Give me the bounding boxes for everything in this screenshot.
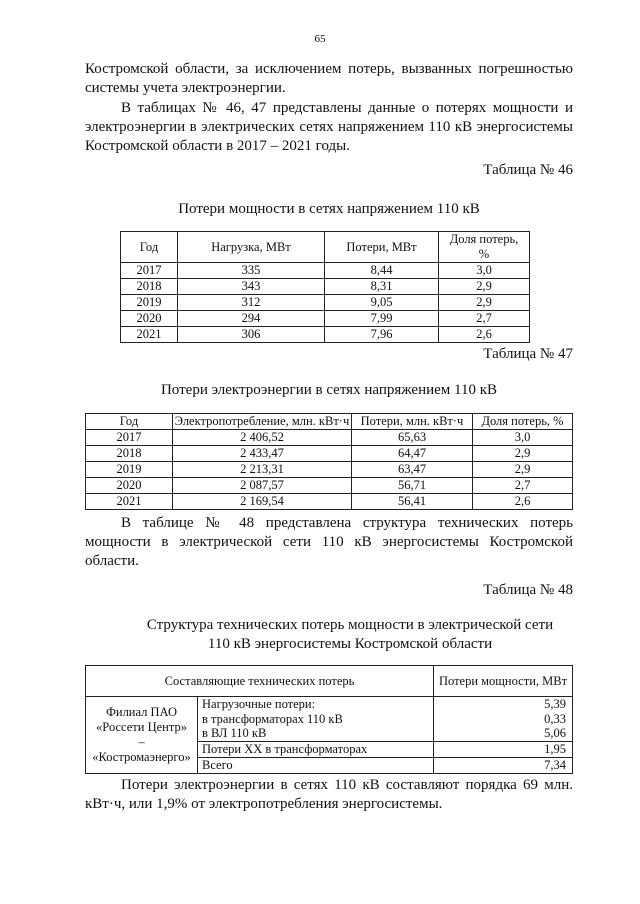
table-48-title-line-1: Структура технических потерь мощности в электрической сети <box>146 617 554 633</box>
load-losses-cell <box>198 697 434 742</box>
column-header: Составляющие технических потерь <box>86 666 434 697</box>
org-line: «Россети Центр» <box>96 719 187 734</box>
table-48-title <box>85 616 615 654</box>
table-row <box>86 478 573 494</box>
column-header: Электропотребление, млн. кВт·ч <box>173 414 352 430</box>
final-paragraph: Потери электроэнергии в сетях 110 кВ составляют порядка 69 млн. кВт·ч, или 1,9% от электропотребления энергосистемы. <box>85 777 573 812</box>
table-cell: 7,96 <box>325 327 439 343</box>
table-cell: 2021 <box>121 327 178 343</box>
table-cell: 343 <box>178 279 325 295</box>
table-row <box>86 494 573 510</box>
table-header-row <box>86 414 573 430</box>
table-header-row <box>86 666 573 697</box>
table-row <box>121 295 530 311</box>
page-number: 65 <box>314 33 326 45</box>
table-cell: 63,47 <box>352 462 473 478</box>
table-cell: 312 <box>178 295 325 311</box>
table-cell: 294 <box>178 311 325 327</box>
table-cell: 2 213,31 <box>173 462 352 478</box>
table-cell: 2020 <box>86 478 173 494</box>
load-losses-values-cell <box>434 697 573 742</box>
table-cell: 7,99 <box>325 311 439 327</box>
column-header: Год <box>86 414 173 430</box>
table-row <box>86 697 573 742</box>
table-row <box>86 446 573 462</box>
column-header: Потери, МВт <box>325 232 439 263</box>
table-cell: 2 169,54 <box>173 494 352 510</box>
table-cell: 64,47 <box>352 446 473 462</box>
table-cell: 335 <box>178 263 325 279</box>
table-47 <box>85 413 573 510</box>
table-48-label: Таблица № 48 <box>483 582 573 598</box>
column-header: Доля потерь, % <box>439 232 530 263</box>
table-row <box>121 263 530 279</box>
organization-cell <box>86 697 198 774</box>
table-row <box>86 462 573 478</box>
table-cell: 2 433,47 <box>173 446 352 462</box>
table-cell: 2019 <box>121 295 178 311</box>
table-cell: 56,41 <box>352 494 473 510</box>
table-cell: 2018 <box>121 279 178 295</box>
table-47-label: Таблица № 47 <box>483 346 573 362</box>
table-row <box>121 311 530 327</box>
table-cell: 56,71 <box>352 478 473 494</box>
no-load-losses-label: Потери ХХ в трансформаторах <box>198 741 434 757</box>
column-header: Год <box>121 232 178 263</box>
paragraph-table-48: В таблице № 48 представлена структура технических потерь мощности в электрической сети 110 кВ энергосистемы Костромской области. <box>85 515 573 569</box>
table-cell: 2,7 <box>473 478 573 494</box>
column-header: Потери, млн. кВт·ч <box>352 414 473 430</box>
load-losses-label: Нагрузочные потери: <box>202 697 316 711</box>
table-cell: 2017 <box>86 430 173 446</box>
no-load-losses-value: 1,95 <box>434 741 573 757</box>
table-cell: 2,9 <box>473 462 573 478</box>
table-cell: 2,9 <box>473 446 573 462</box>
table-cell: 2018 <box>86 446 173 462</box>
table-cell: 2020 <box>121 311 178 327</box>
table-header-row <box>121 232 530 263</box>
table-cell: 2,7 <box>439 311 530 327</box>
table-46-title: Потери мощности в сетях напряжением 110 кВ <box>178 201 480 217</box>
table-row <box>121 327 530 343</box>
table-cell: 2,9 <box>439 295 530 311</box>
in-transformers-value: 0,33 <box>544 711 566 726</box>
table-row <box>121 279 530 295</box>
table-cell: 2,6 <box>473 494 573 510</box>
table-cell: 306 <box>178 327 325 343</box>
intro-paragraph: Костромской области, за исключением потерь, вызванных погрешностью системы учета электроэнергии. <box>85 61 573 96</box>
table-cell: 3,0 <box>439 263 530 279</box>
table-47-title: Потери электроэнергии в сетях напряжением 110 кВ <box>160 382 498 398</box>
column-header: Доля потерь, % <box>473 414 573 430</box>
in-lines-label: в ВЛ 110 кВ <box>202 726 267 740</box>
in-lines-value: 5,06 <box>544 726 566 740</box>
table-cell: 2,6 <box>439 327 530 343</box>
org-line: «Костромаэнерго» <box>92 749 191 764</box>
column-header: Потери мощности, МВт <box>434 666 573 697</box>
table-cell: 3,0 <box>473 430 573 446</box>
table-46 <box>120 231 530 343</box>
in-transformers-label: в трансформаторах 110 кВ <box>202 711 343 726</box>
table-cell: 2019 <box>86 462 173 478</box>
load-losses-value: 5,39 <box>544 697 566 711</box>
table-46-label: Таблица № 46 <box>483 162 573 178</box>
table-cell: 2021 <box>86 494 173 510</box>
table-cell: 2 406,52 <box>173 430 352 446</box>
total-label: Всего <box>198 757 434 773</box>
table-48 <box>85 665 573 774</box>
total-value: 7,34 <box>434 757 573 773</box>
org-line: – <box>138 734 145 749</box>
table-cell: 9,05 <box>325 295 439 311</box>
table-cell: 2 087,57 <box>173 478 352 494</box>
table-cell: 65,63 <box>352 430 473 446</box>
table-row <box>86 430 573 446</box>
table-cell: 2,9 <box>439 279 530 295</box>
table-cell: 8,31 <box>325 279 439 295</box>
table-48-title-line-2: 110 кВ энергосистемы Костромской области <box>207 636 493 652</box>
org-line: Филиал ПАО <box>106 704 177 719</box>
paragraph-tables-46-47: В таблицах № 46, 47 представлены данные о потерях мощности и электроэнергии в электрических сетях напряжением 110 кВ энергосистемы Костромской области в 2017 – 2021 годы. <box>85 100 573 154</box>
table-cell: 8,44 <box>325 263 439 279</box>
table-cell: 2017 <box>121 263 178 279</box>
column-header: Нагрузка, МВт <box>178 232 325 263</box>
